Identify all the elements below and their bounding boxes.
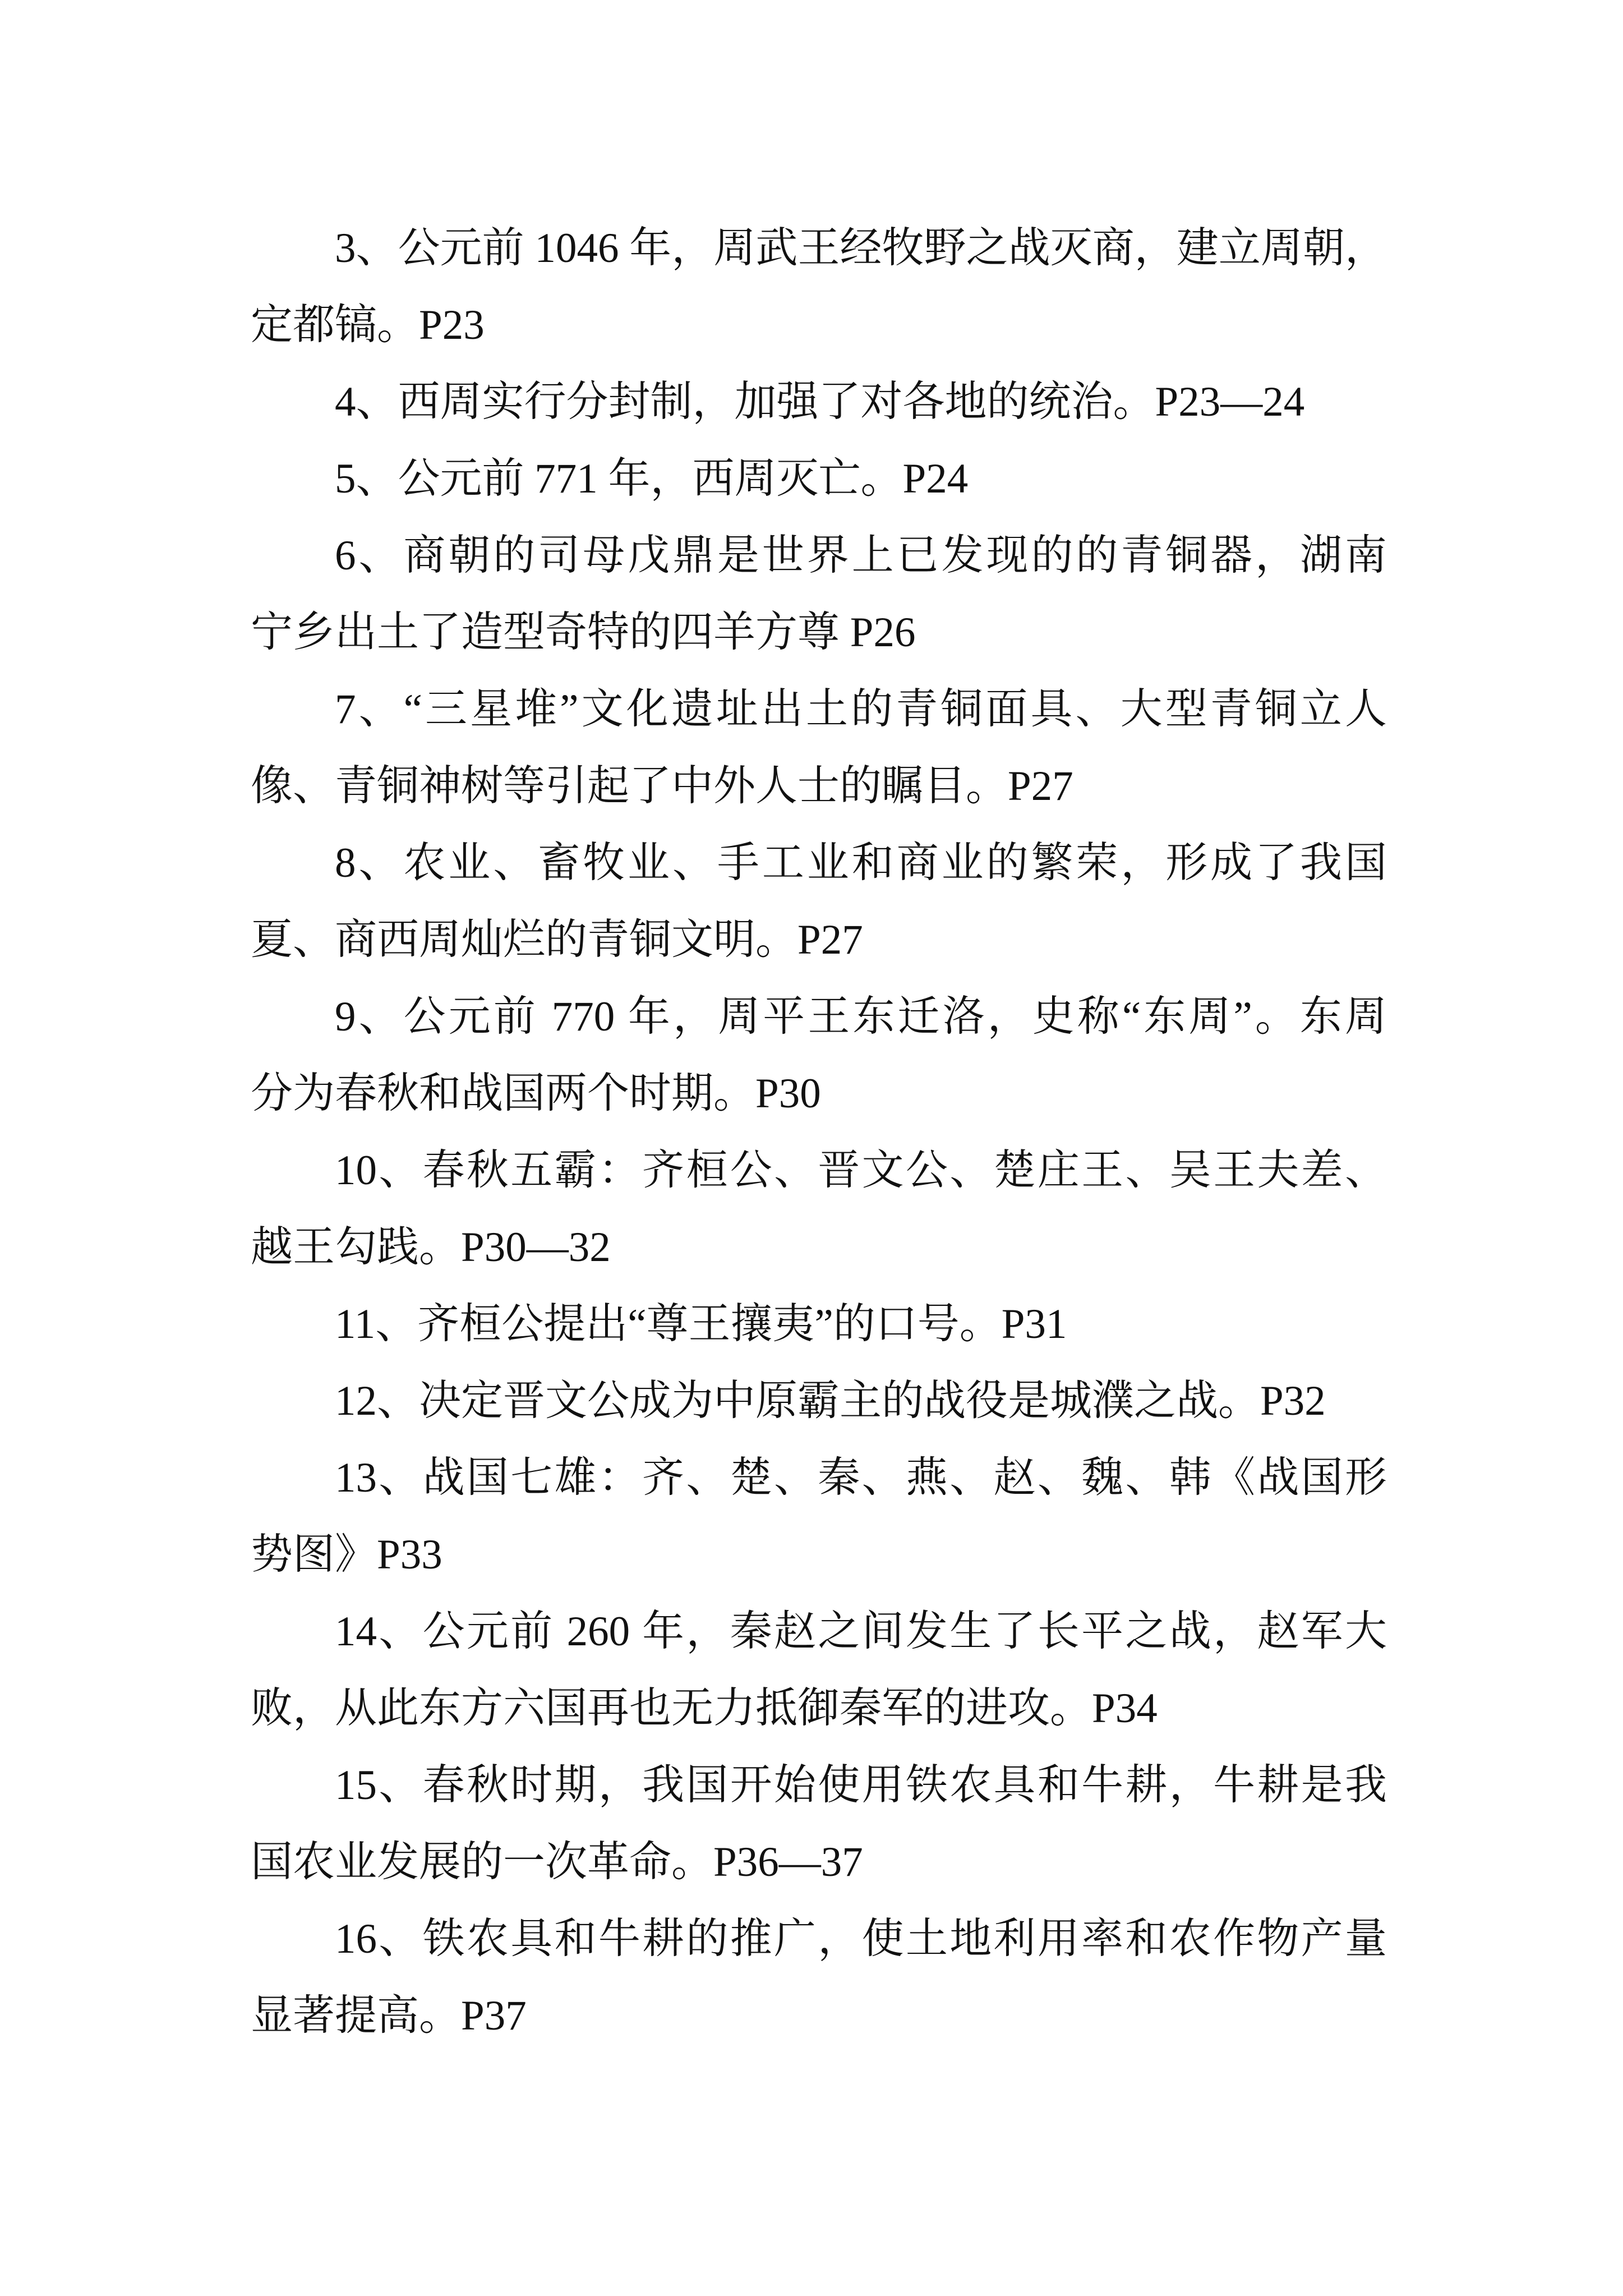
item-line: 4、西周实行分封制，加强了对各地的统治。P23—24	[335, 379, 1305, 425]
item-line: 6、商朝的司母戊鼎是世界上已发现的的青铜器，湖南	[335, 532, 1387, 579]
item-line: 势图》P33	[251, 1531, 442, 1578]
list-item-6	[251, 517, 1387, 671]
list-item-12	[251, 1363, 1387, 1439]
item-line: 3、公元前 1046 年，周武王经牧野之战灭商，建立周朝，	[335, 225, 1387, 272]
item-line: 像、青铜神树等引起了中外人士的瞩目。P27	[251, 763, 1073, 809]
item-line: 13、战国七雄：齐、楚、秦、燕、赵、魏、韩《战国形	[335, 1455, 1387, 1501]
item-line: 9、公元前 770 年，周平王东迁洛，史称“东周”。东周	[335, 993, 1387, 1040]
list-item-9	[251, 978, 1387, 1132]
item-line: 8、农业、畜牧业、手工业和商业的繁荣，形成了我国	[335, 840, 1387, 886]
item-line: 越王勾践。P30—32	[251, 1224, 611, 1271]
item-line: 显著提高。P37	[251, 1993, 527, 2039]
list-item-5	[251, 440, 1387, 517]
list-item-8	[251, 825, 1387, 978]
item-line: 12、决定晋文公成为中原霸主的战役是城濮之战。P32	[335, 1378, 1326, 1424]
item-line: 11、齐桓公提出“尊王攘夷”的口号。P31	[335, 1301, 1067, 1347]
list-item-3	[251, 210, 1387, 364]
list-item-4	[251, 364, 1387, 440]
list-item-14	[251, 1593, 1387, 1747]
item-line: 宁乡出土了造型奇特的四羊方尊 P26	[251, 609, 916, 656]
list-item-16	[251, 1901, 1387, 2054]
list-item-13	[251, 1439, 1387, 1593]
item-line: 15、春秋时期，我国开始使用铁农具和牛耕，牛耕是我	[335, 1762, 1387, 1809]
item-line: 14、公元前 260 年，秦赵之间发生了长平之战，赵军大	[335, 1608, 1387, 1655]
list-item-7	[251, 671, 1387, 825]
list-item-11	[251, 1286, 1387, 1363]
item-line: 7、“三星堆”文化遗址出土的青铜面具、大型青铜立人	[335, 686, 1387, 733]
list-item-10	[251, 1132, 1387, 1286]
list-item-15	[251, 1747, 1387, 1901]
item-line: 败，从此东方六国再也无力抵御秦军的进攻。P34	[251, 1685, 1158, 1732]
item-line: 5、公元前 771 年，西周灭亡。P24	[335, 455, 969, 502]
item-line: 夏、商西周灿烂的青铜文明。P27	[251, 917, 863, 963]
item-line: 10、春秋五霸：齐桓公、晋文公、楚庄王、吴王夫差、	[335, 1147, 1387, 1194]
item-line: 16、铁农具和牛耕的推广，使土地利用率和农作物产量	[335, 1916, 1387, 1962]
item-line: 定都镐。P23	[251, 302, 485, 348]
item-line: 分为春秋和战国两个时期。P30	[251, 1070, 821, 1117]
item-line: 国农业发展的一次革命。P36—37	[251, 1839, 863, 1885]
document-body	[251, 210, 1387, 2054]
